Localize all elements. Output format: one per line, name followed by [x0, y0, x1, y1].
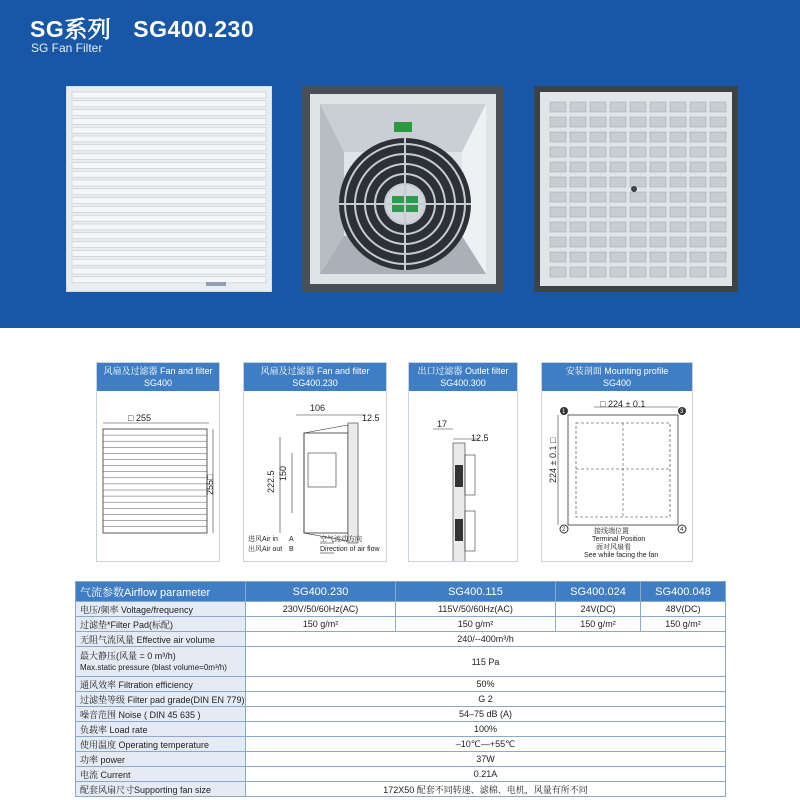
flow-direction-en: Direction of air flow — [320, 546, 380, 553]
corner-4: 4 — [680, 527, 684, 533]
table-row: 最大静压(风量 = 0 m³/h) Max.static pressure (blast volume=0m³/h) 115 Pa — [76, 647, 726, 677]
depth-dimension: 17 — [437, 419, 448, 429]
column-header: SG400.024 — [556, 582, 641, 602]
louvered-filter-front-photo — [66, 86, 272, 292]
drawing-head: 风扇及过滤器 Fan and filter SG400 — [97, 363, 219, 391]
page-subtitle: SG Fan Filter — [31, 41, 103, 55]
airflow-parameter-table — [75, 581, 726, 797]
drawing-head: 风扇及过滤器 Fan and filter SG400.230 — [244, 363, 386, 391]
air-in-legend: 进风Air in — [248, 536, 278, 543]
corner-3: 3 — [680, 409, 684, 415]
table-row: 通风效率 Filtration efficiency 50% — [76, 677, 726, 692]
drawing-mounting-profile — [541, 362, 693, 562]
legend-a: A — [289, 536, 294, 543]
inner-height-dimension: 150 — [278, 465, 288, 481]
table-row: 过滤垫等级 Filter pad grade(DIN EN 779) G 2 — [76, 692, 726, 707]
table-row: 无阻气流风量 Effective air volume 240/--400m³/h — [76, 632, 726, 647]
table-row: 过滤垫*Filter Pad(标配) 150 g/m² 150 g/m² 150 g/m² 150 g/m² — [76, 617, 726, 632]
drawing-sg400-front — [96, 362, 220, 562]
table-row: 负载率 Load rate 100% — [76, 722, 726, 737]
facing-note-en: See while facing the fan — [584, 552, 659, 559]
flange-dimension: 12.5 — [362, 413, 380, 423]
terminal-note-cn: 接线端位置 — [594, 528, 629, 535]
hero-banner — [0, 0, 800, 328]
corner-1: 1 — [562, 409, 566, 415]
drawing-sg400-230-side — [243, 362, 387, 562]
column-header: SG400.115 — [396, 582, 556, 602]
model-name: SG400.230 — [133, 16, 255, 42]
page-title — [30, 11, 254, 44]
drawing-sg400-300-side — [408, 362, 518, 562]
series-name: SG系列 — [30, 16, 112, 42]
corner-2: 2 — [562, 527, 566, 533]
height-dimension: 255□ — [205, 474, 215, 495]
table-row: 使用温度 Operating temperature –10℃—+55℃ — [76, 737, 726, 752]
cutout-height: 224 ± 0.1 □ — [548, 437, 558, 483]
air-out-legend: 出风Air out — [248, 546, 283, 553]
table-header-row — [76, 582, 726, 602]
facing-note-cn: 面对风扇看 — [596, 544, 631, 551]
column-header: SG400.048 — [641, 582, 726, 602]
legend-b: B — [289, 546, 294, 553]
depth-dimension: 106 — [310, 403, 326, 413]
column-header: SG400.230 — [246, 582, 396, 602]
fan-unit-rear-photo — [302, 86, 504, 292]
table-row: 噪音范围 Noise ( DIN 45 635 ) 54–75 dB (A) — [76, 707, 726, 722]
height-dimension: 222.5 — [266, 470, 276, 493]
flow-direction-cn: 空气流动方向 — [320, 536, 362, 543]
width-dimension: □ 255 — [128, 413, 151, 423]
table-row: 电压/频率 Voltage/frequency 230V/50/60Hz(AC) 115V/50/60Hz(AC) 24V(DC) 48V(DC) — [76, 602, 726, 617]
grille-rear-photo — [534, 86, 738, 292]
table-row: 功率 power 37W — [76, 752, 726, 767]
terminal-note-en: Terminal Position — [592, 536, 646, 543]
drawing-head: 安装剖面 Mounting profile SG400 — [542, 363, 692, 391]
cutout-width: □ 224 ± 0.1 — [600, 399, 646, 409]
drawing-head: 出口过滤器 Outlet filter SG400.300 — [409, 363, 517, 391]
column-header: 气流参数Airflow parameter — [76, 582, 246, 602]
flange-dimension: 12.5 — [471, 433, 489, 443]
table-row: 电流 Current 0.21A — [76, 767, 726, 782]
table-row: 配套风扇尺寸Supporting fan size 172X50 配套不同转速、滤棉、电机，风量有所不同 — [76, 782, 726, 797]
